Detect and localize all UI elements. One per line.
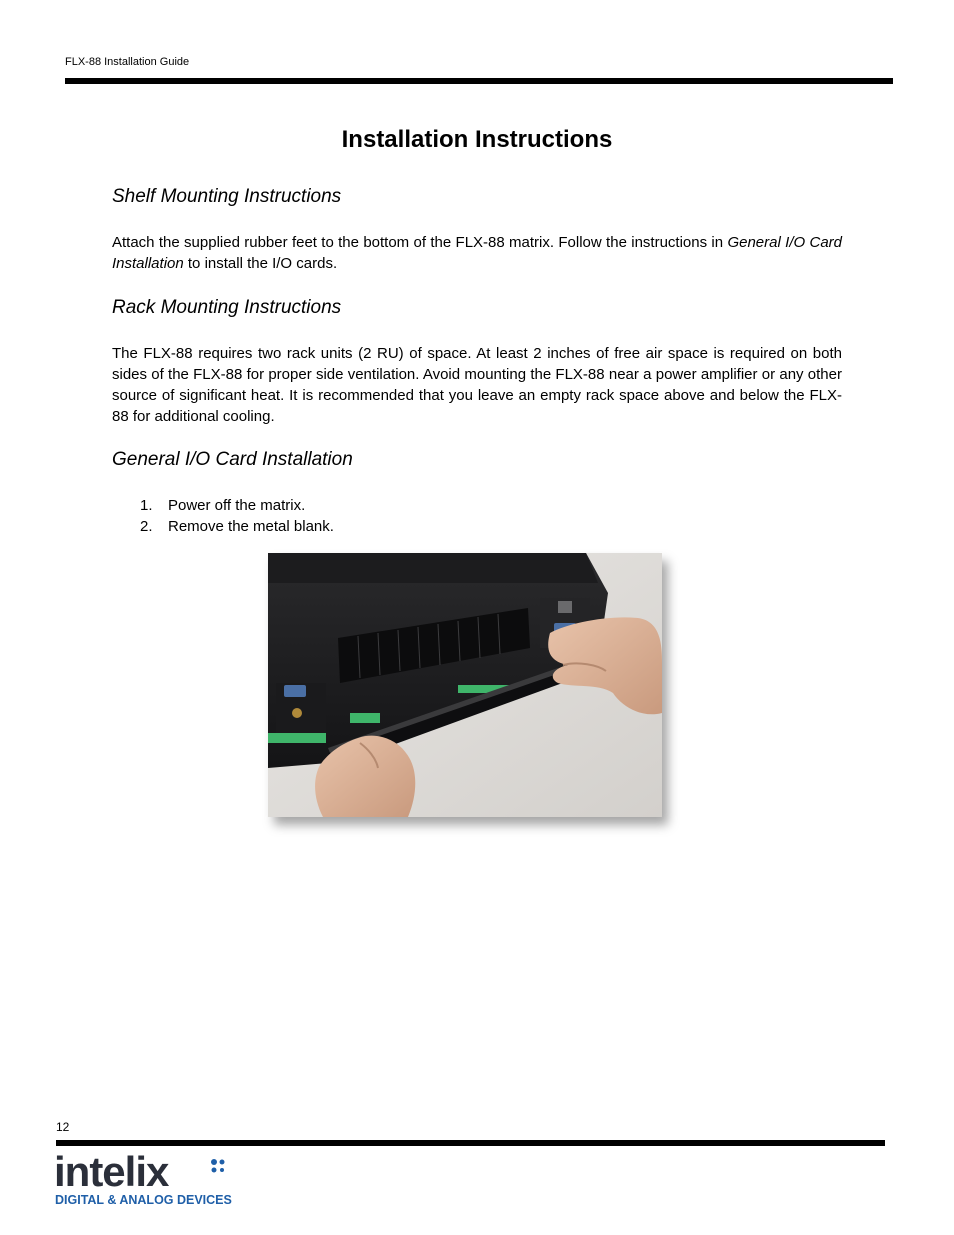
logo-tagline: DIGITAL & ANALOG DEVICES [55, 1193, 232, 1207]
list-item [140, 495, 334, 516]
list-item [140, 516, 334, 537]
page-number: 12 [56, 1120, 70, 1134]
step-number: 2. [140, 518, 153, 535]
paragraph-rack: The FLX-88 requires two rack units (2 RU) of space. At least 2 inches of free air space is required on both sides of the FLX-88 for proper side ventilation. Avoid mounting the FLX-88 near a power amplifier or any other source of significant heat. It is recommended that you leave an empty rack space above and below the FLX-88 for additional cooling. [112, 345, 842, 425]
logo-wordmark: intelix [54, 1148, 169, 1195]
step-number: 1. [140, 497, 153, 514]
steps-list [140, 495, 334, 537]
photo-illustration [268, 553, 662, 817]
page-title: Installation Instructions [341, 126, 613, 153]
paragraph-shelf [112, 232, 842, 274]
cross-reference: General I/O Card Installation [112, 234, 842, 272]
paragraph-shelf-text-2: to install the I/O cards. [183, 255, 338, 272]
section-heading-shelf: Shelf Mounting Instructions [112, 186, 342, 207]
step-text: Remove the metal blank. [168, 518, 334, 535]
running-header: FLX-88 Installation Guide [65, 56, 190, 68]
section-heading-general: General I/O Card Installation [112, 449, 353, 470]
section-heading-rack: Rack Mounting Instructions [112, 297, 342, 318]
footer-rule [56, 1140, 885, 1146]
logo-dots [211, 1159, 225, 1173]
intelix-logo-graphic [54, 1148, 234, 1208]
hands-removing-metal-blank-photo [268, 553, 662, 817]
paragraph-shelf-text-1: Attach the supplied rubber feet to the bottom of the FLX-88 matrix. Follow the instructions in [112, 234, 728, 251]
header-rule [65, 78, 893, 84]
intelix-logo [54, 1148, 234, 1208]
step-text: Power off the matrix. [168, 497, 306, 514]
